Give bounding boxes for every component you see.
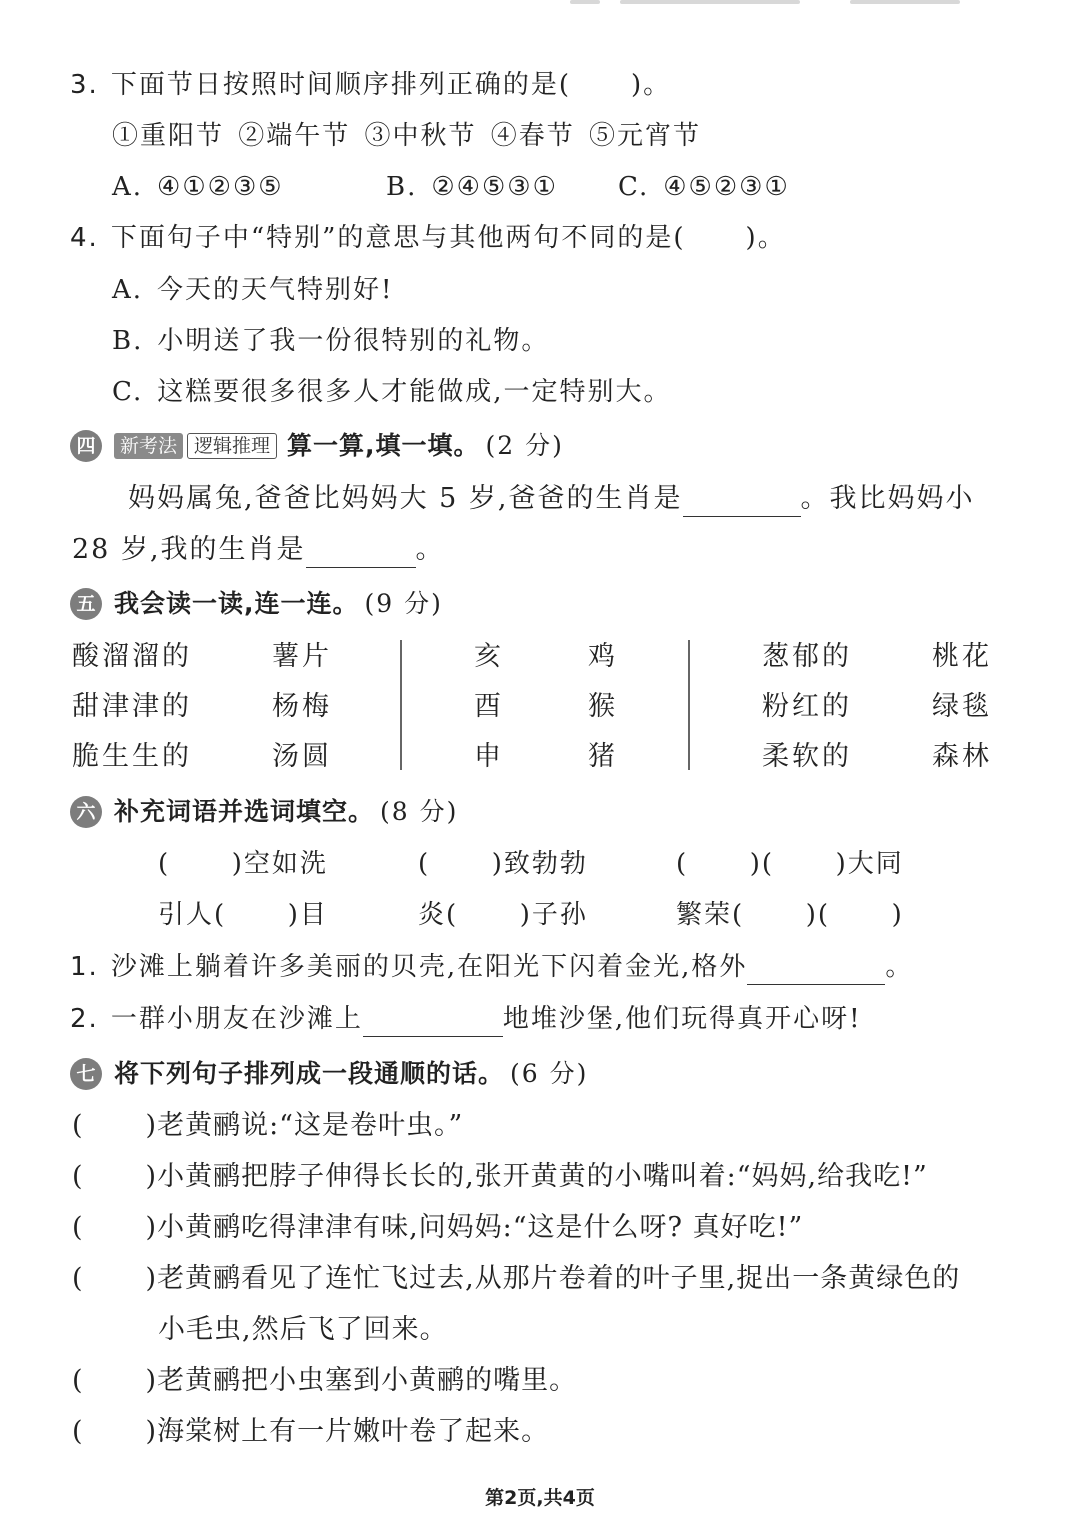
logic-reasoning-tag: 逻辑推理 [187, 433, 277, 459]
match-item[interactable]: 粉红的 [762, 691, 852, 722]
q3-items: ①重阳节 ②端午节 ③中秋节 ④春节 ⑤元宵节 [112, 121, 702, 151]
match-item[interactable]: 甜津津的 [72, 691, 192, 722]
section-4-header [70, 428, 564, 464]
section-7-score: (6 分) [510, 1059, 589, 1088]
section-4-title: 算一算,填一填。 [287, 431, 480, 460]
order-item[interactable]: ( )老黄鹂说:“这是卷叶虫。” [72, 1110, 464, 1141]
idiom-blank[interactable]: ( )致勃勃 [418, 849, 588, 879]
match-item[interactable]: 脆生生的 [72, 741, 192, 772]
section-5-score: (9 分) [364, 589, 443, 618]
q4-stem: 4. 下面句子中“特别”的意思与其他两句不同的是( )。 [70, 223, 786, 253]
order-item[interactable]: ( )小黄鹂吃得津津有味,问妈妈:“这是什么呀? 真好吃!” [72, 1212, 804, 1243]
section-7-title: 将下列句子排列成一段通顺的话。 [114, 1059, 505, 1088]
section-4-line2: 28 岁,我的生肖是 。 [72, 532, 445, 568]
q4-option-c: C. 这糕要很多很多人才能做成,一定特别大。 [112, 377, 672, 407]
order-item[interactable]: ( )老黄鹂看见了连忙飞过去,从那片卷着的叶子里,捉出一条黄绿色的 [72, 1263, 961, 1294]
section-6-score: (8 分) [380, 797, 459, 826]
q4-option-b: B. 小明送了我一份很特别的礼物。 [112, 326, 550, 356]
match-item[interactable]: 申 [474, 741, 504, 772]
idiom-blank[interactable]: 引人( )目 [158, 900, 328, 930]
section-5-title: 我会读一读,连一连。 [114, 589, 359, 618]
q4-number: 4. [70, 223, 99, 253]
q4-option-a: A. 今天的天气特别好! [112, 275, 394, 305]
zodiac-blank-1[interactable] [683, 486, 801, 517]
order-item[interactable]: ( )海棠树上有一片嫩叶卷了起来。 [72, 1416, 550, 1447]
order-item[interactable]: ( )小黄鹂把脖子伸得长长的,张开黄黄的小嘴叫着:“妈妈,给我吃!” [72, 1161, 928, 1192]
fill-sentence-1: 1. 沙滩上躺着许多美丽的贝壳,在阳光下闪着金光,格外 。 [70, 949, 913, 985]
q3-stem: 3. 下面节日按照时间顺序排列正确的是( )。 [70, 70, 672, 100]
section-6-title: 补充词语并选词填空。 [114, 797, 375, 826]
match-item[interactable]: 绿毯 [932, 691, 992, 722]
new-exam-tag: 新考法 [114, 433, 183, 459]
column-divider [400, 640, 402, 770]
section-5-badge: 五 [70, 588, 102, 620]
q3-option-c: C. ④⑤②③① [618, 172, 790, 202]
match-item[interactable]: 酉 [474, 691, 504, 722]
zodiac-blank-2[interactable] [306, 537, 416, 568]
idiom-blank[interactable]: 繁荣( )( ) [676, 900, 904, 930]
fill-sentence-2: 2. 一群小朋友在沙滩上 地堆沙堡,他们玩得真开心呀! [70, 1001, 862, 1037]
match-item[interactable]: 森林 [932, 741, 992, 772]
match-item[interactable]: 杨梅 [272, 691, 332, 722]
idiom-blank[interactable]: ( )空如洗 [158, 849, 328, 879]
section-7-badge: 七 [70, 1058, 102, 1090]
section-4-line1: 妈妈属兔,爸爸比妈妈大 5 岁,爸爸的生肖是 。我比妈妈小 [128, 481, 975, 517]
top-edge-marks [570, 0, 990, 8]
order-item-continuation: 小毛虫,然后飞了回来。 [158, 1314, 448, 1345]
section-7-header [70, 1056, 588, 1092]
order-item[interactable]: ( )老黄鹂把小虫塞到小黄鹂的嘴里。 [72, 1365, 578, 1396]
q3-option-a: A. ④①②③⑤ [112, 172, 284, 202]
section-4-badge: 四 [70, 430, 102, 462]
idiom-blank[interactable]: ( )( )大同 [676, 849, 904, 879]
section-4-score: (2 分) [485, 431, 564, 460]
match-item[interactable]: 桃花 [932, 641, 992, 672]
match-item[interactable]: 汤圆 [272, 741, 332, 772]
q3-option-b: B. ②④⑤③① [386, 172, 558, 202]
fill-blank-2[interactable] [363, 1006, 503, 1037]
column-divider [688, 640, 690, 770]
match-item[interactable]: 薯片 [272, 641, 332, 672]
section-5-header [70, 586, 443, 622]
match-item[interactable]: 亥 [474, 641, 504, 672]
match-item[interactable]: 鸡 [588, 641, 618, 672]
fill-blank-1[interactable] [747, 954, 885, 985]
idiom-blank[interactable]: 炎( )子孙 [418, 900, 588, 930]
page-number: 第2页,共4页 [485, 1487, 595, 1509]
match-item[interactable]: 猪 [588, 741, 618, 772]
match-item[interactable]: 葱郁的 [762, 641, 852, 672]
q3-number: 3. [70, 70, 99, 100]
section-6-badge: 六 [70, 796, 102, 828]
match-item[interactable]: 柔软的 [762, 741, 852, 772]
section-6-header [70, 794, 458, 830]
match-item[interactable]: 酸溜溜的 [72, 641, 192, 672]
match-item[interactable]: 猴 [588, 691, 618, 722]
